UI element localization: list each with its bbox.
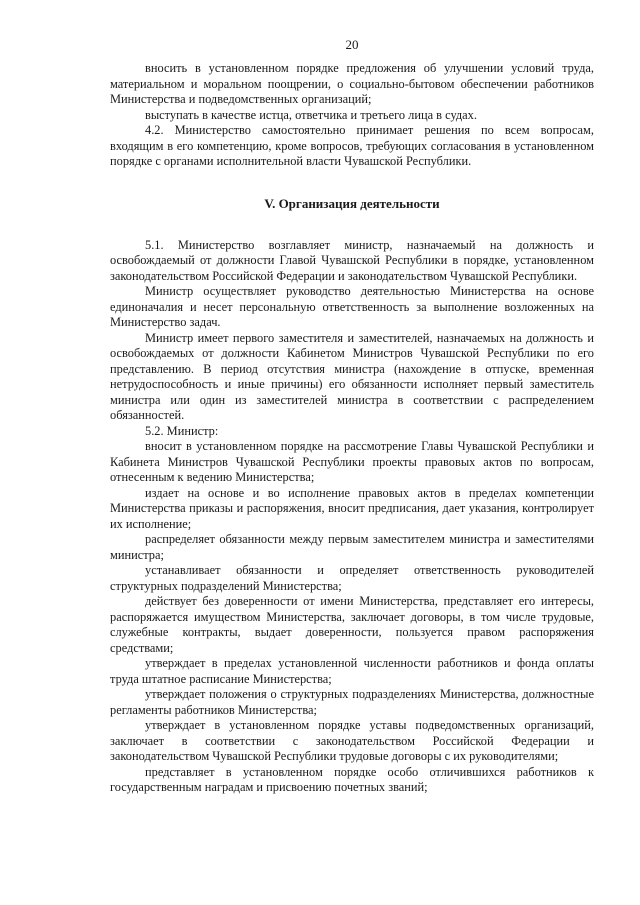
- paragraph: утверждает в установленном порядке уставы подведомственных организаций, заключает в соответствии с законодательством Российской Федерации и законодательством Чувашской Республики трудовые договоры с их руководителями;: [110, 718, 594, 763]
- paragraph: устанавливает обязанности и определяет ответственность руководителей структурных подразделений Министерства;: [110, 563, 594, 593]
- paragraph: выступать в качестве истца, ответчика и третьего лица в судах.: [145, 107, 477, 122]
- page-number: 20: [345, 37, 359, 52]
- paragraph: действует без доверенности от имени Министерства, представляет его интересы, распоряжается имуществом Министерства, заключает договоры, в том числе трудовые, служебные контракты, выдает доверенности, пользуется правом распоряжения средствами;: [110, 594, 594, 655]
- document-body: [110, 61, 594, 796]
- paragraph: представляет в установленном порядке особо отличившихся работников к государственным наградам и присвоению почетных званий;: [110, 764, 594, 794]
- paragraph: распределяет обязанности между первым заместителем министра и заместителями министра;: [110, 532, 594, 562]
- paragraph: утверждает положения о структурных подразделениях Министерства, должностные регламенты работников Министерства;: [110, 687, 594, 717]
- paragraph: Министр имеет первого заместителя и заместителей, назначаемых на должность и освобождаемых от должности Кабинетом Министров Чувашской Республики по его представлению. В период отсутствия министра (нахождение в отпуске, временная нетрудоспособность и иные причины) его обязанности исполняет первый заместитель министра или один из заместителей министра в соответствии с распределением обязанностей.: [110, 330, 594, 422]
- paragraph: Министр осуществляет руководство деятельностью Министерства на основе единоначалия и несет персональную ответственность за выполнение возложенных на Министерство задач.: [110, 284, 594, 329]
- paragraph: 4.2. Министерство самостоятельно принимает решения по всем вопросам, входящим в его компетенцию, кроме вопросов, требующих согласования в установленном порядке с органами исполнительной власти Чувашской Республики.: [110, 123, 594, 168]
- paragraph: 5.1. Министерство возглавляет министр, назначаемый на должность и освобождаемый от должности Главой Чувашской Республики в порядке, установленном законодательством Российской Федерации и законодательством Чувашской Республики.: [110, 237, 594, 283]
- paragraph: издает на основе и во исполнение правовых актов в пределах компетенции Министерства приказы и распоряжения, вносит предписания, дает указания, контролирует их исполнение;: [110, 485, 594, 531]
- paragraph: утверждает в пределах установленной численности работников и фонда оплаты труда штатное расписание Министерства;: [110, 656, 594, 686]
- section-heading: V. Организация деятельности: [264, 195, 440, 211]
- paragraph: вносить в установленном порядке предложения об улучшении условий труда, материальном и моральном поощрении, о социально-бытовом обеспечении работников Министерства и подведомственных организаций;: [110, 61, 594, 106]
- paragraph: 5.2. Министр:: [145, 423, 219, 438]
- paragraph: вносит в установленном порядке на рассмотрение Главы Чувашской Республики и Кабинета Министров Чувашской Республики проекты правовых актов по вопросам, отнесенным к ведению Министерства;: [110, 439, 594, 484]
